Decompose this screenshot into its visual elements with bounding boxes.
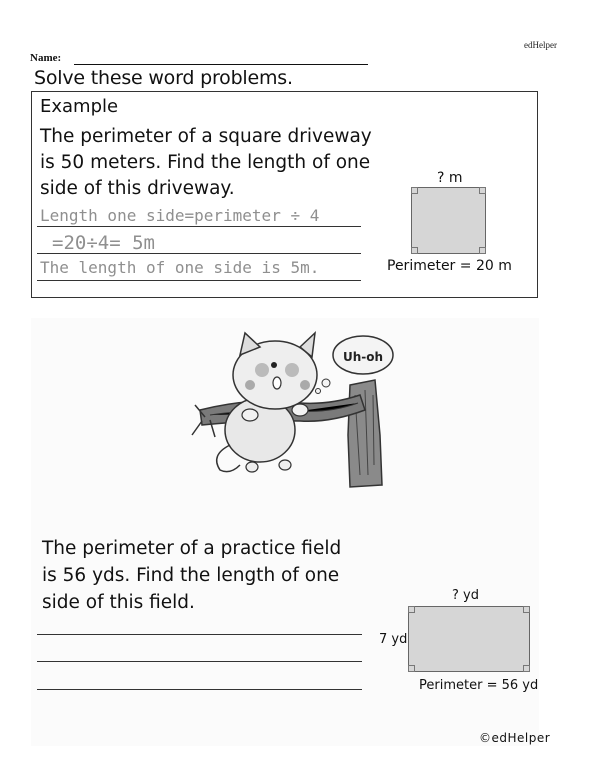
answer-line[interactable] <box>37 689 362 690</box>
name-label: Name: <box>30 52 62 64</box>
practice-problem-line: is 56 yds. Find the length of one <box>42 565 340 586</box>
name-input-line[interactable] <box>74 64 368 65</box>
copyright-text: ©edHelper <box>479 731 551 745</box>
example-title: Example <box>40 96 119 117</box>
handwritten-answer-line: The length of one side is 5m. <box>40 258 320 277</box>
example-problem-line: The perimeter of a square driveway <box>40 126 372 147</box>
speech-bubble-text: Uh-oh <box>342 350 384 364</box>
practice-problem <box>42 535 352 616</box>
answer-line <box>37 280 361 281</box>
example-problem-line: is 50 meters. Find the length of one <box>40 152 371 173</box>
rectangle-diagram <box>408 606 530 672</box>
brand-text: edHelper <box>524 40 557 50</box>
square-perimeter-caption: Perimeter = 20 m <box>387 258 512 274</box>
rectangle-perimeter-caption: Perimeter = 56 yd <box>419 678 539 693</box>
handwritten-answer-line: Length one side=perimeter ÷ 4 <box>40 206 320 225</box>
practice-problem-line: The perimeter of a practice field <box>42 538 342 559</box>
rectangle-side-label: 7 yd <box>379 632 408 647</box>
practice-problem-line: side of this field. <box>42 592 195 613</box>
handwritten-answer-line: =20÷4= 5m <box>52 232 155 254</box>
answer-line[interactable] <box>37 634 362 635</box>
instructions: Solve these word problems. <box>34 67 293 89</box>
rectangle-top-label: ? yd <box>452 588 479 603</box>
cat-on-branch-illustration <box>190 325 400 500</box>
example-problem <box>40 124 385 202</box>
answer-line <box>37 253 361 254</box>
square-side-label: ? m <box>437 170 463 186</box>
example-problem-line: side of this driveway. <box>40 178 235 199</box>
square-diagram <box>411 187 486 254</box>
answer-line <box>37 226 361 227</box>
answer-line[interactable] <box>37 661 362 662</box>
